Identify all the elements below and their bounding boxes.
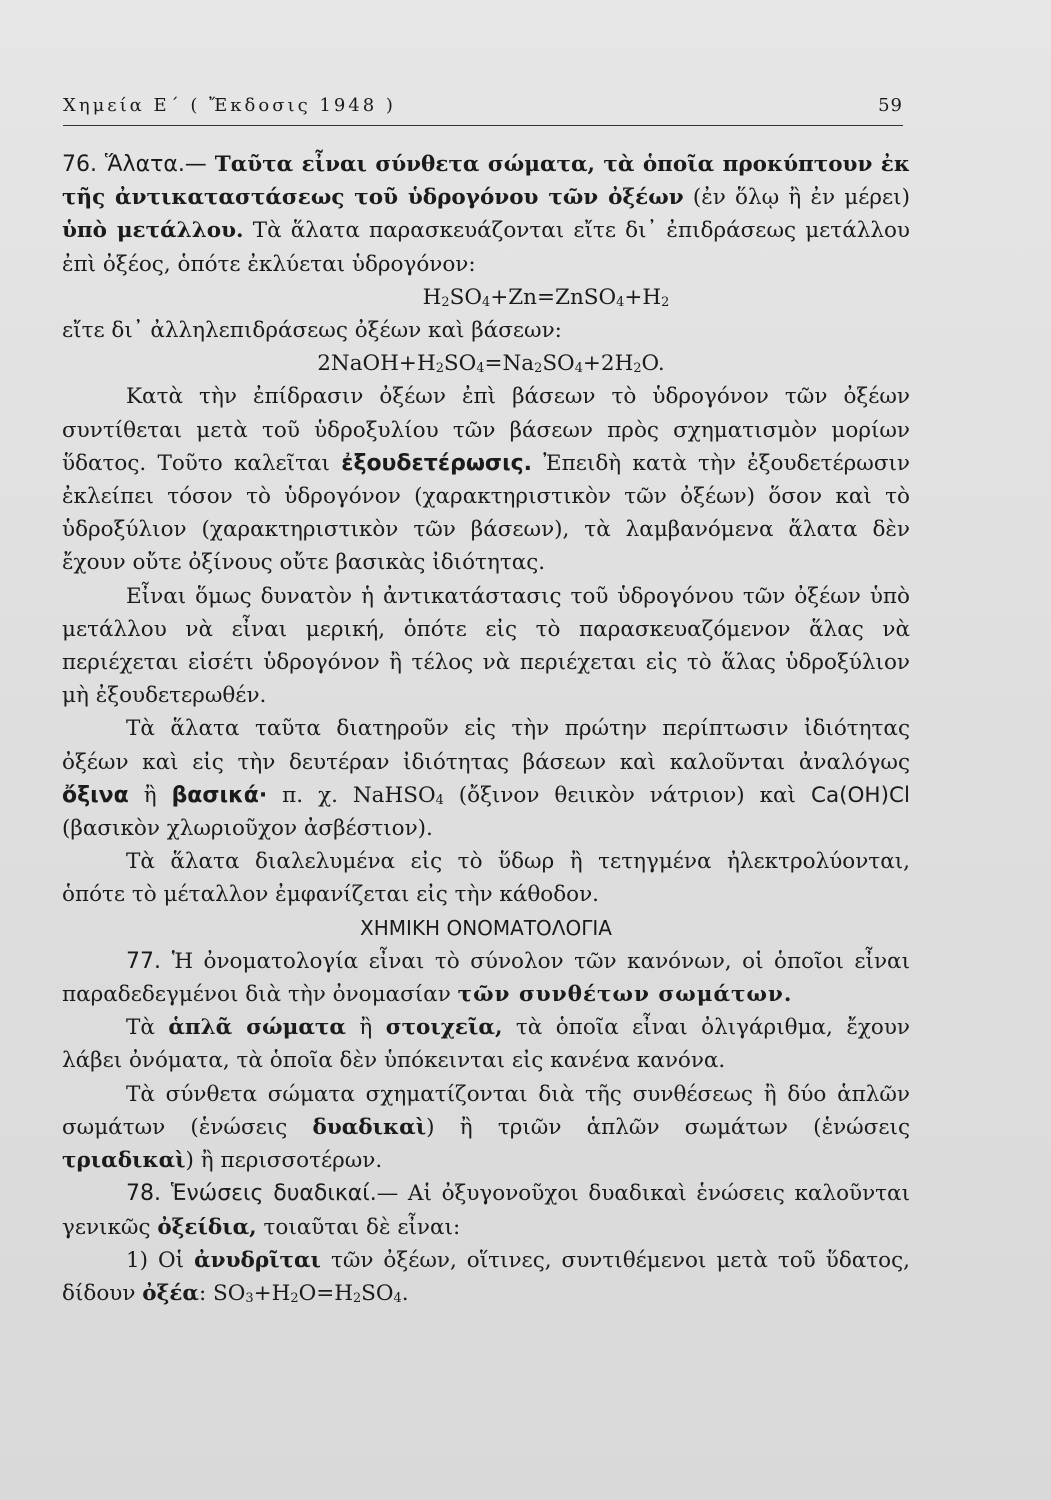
term-acids: ὀξέα (142, 1280, 199, 1306)
section-77-opening: 77. Ἡ ὀνοματολογία εἶναι τὸ σύνολον τῶν κανόνων, οἱ ὁποῖοι εἶναι παραδεδεγμένοι διὰ τὴν ὀνομασίαν τῶν συνθέτων σωμάτων. (62, 948, 910, 1008)
term-simple-bodies: ἁπλᾶ σώματα (168, 1015, 346, 1041)
page-number: 59 (878, 95, 903, 116)
section-78-title: Ἑνώσεις δυαδικαί. (170, 1181, 377, 1207)
term-anhydrides: ἀνυδρῖται (194, 1247, 321, 1273)
paragraph-neutralization: Κατὰ τὴν ἐπίδρασιν ὀξέων ἐπὶ βάσεων τὸ ὑδρογόνον τῶν ὀξέων συντίθεται μετὰ τοῦ ὑδροξυλίου τῶν βάσεων πρὸς σχηματισμὸν μορίων ὕδατος. Τοῦτο καλεῖται ἐξουδετέρωσις. Ἐπειδὴ κατὰ τὴν ἐξουδετέρωσιν ἐκλείπει τόσον τὸ ὑδρογόνον (χαρακτηριστικὸν τῶν ὀξέων) ὅσον καὶ τὸ ὑδροξύλιον (χαρακτηριστικὸν τῶν βάσεων), τὰ λαμβανόμενα ἅλατα δὲν ἔχουν οὔτε ὀξίνους οὔτε βασικὰς ἰδιότητας. (62, 384, 910, 576)
paragraph-elements: Τὰ ἁπλᾶ σώματα ἢ στοιχεῖα, τὰ ὁποῖα εἶναι ὀλιγάριθμα, ἔχουν λάβει ὀνόματα, τὰ ὁποῖα δὲν ὑπόκεινται εἰς κανένα κανόνα. (62, 1015, 910, 1074)
page-body (62, 148, 910, 1310)
section-76-title: Ἅλατα.— (104, 152, 215, 177)
paragraph-partial-substitution: Εἶναι ὅμως δυνατὸν ἡ ἀντικατάστασις τοῦ ὑδρογόνου τῶν ὀξέων ὑπὸ μετάλλου νὰ εἶναι μερική, ὁπότε εἰς τὸ παρασκευαζόμενον ἅλας νὰ περιέχεται εἰσέτι ὑδρογόνον ἢ τέλος νὰ περιέχεται εἰς τὸ ἅλας ὑδροξύλιον μὴ ἐξουδετερωθέν. (62, 583, 910, 709)
running-title: Χημεία Ε΄ ( Ἔκδοσις 1948 ) (63, 95, 396, 116)
section-77-number: 77. (126, 948, 172, 974)
section-76-opening: 76. Ἅλατα.— Ταῦτα εἶναι σύνθετα σώματα, τὰ ὁποῖα προκύπτουν ἐκ τῆς ἀντικαταστάσεως τοῦ ὑδρογόνου τῶν ὀξέων (ἐν ὅλῳ ἢ ἐν μέρει) ὑπὸ μετάλλου. Τὰ ἅλατα παρασκευάζονται εἴτε δι᾽ ἐπιδράσεως μετάλλου ἐπὶ ὀξέος, ὁπότε ἐκλύεται ὑδρογόνον: (62, 152, 910, 277)
term-neutralization: ἐξουδετέρωσις. (341, 450, 533, 476)
term-oxides: ὀξείδια, (157, 1214, 257, 1240)
equation-neutralization: $2NaOH+H_2SO_4=Na_2SO_4+2H_2O$. (317, 351, 665, 377)
salts-definition: Ταῦτα εἶναι σύνθετα σώματα, τὰ ὁποῖα προκύπτουν ἐκ τῆς ἀντικαταστάσεως τοῦ ὑδρογόνου τῶν ὀξέων (62, 152, 910, 211)
by-metal-phrase: ὑπὸ μετάλλου. (62, 218, 244, 244)
section-heading: ΧΗΜΙΚΗ ΟΝΟΜΑΤΟΛΟΓΙΑ (360, 915, 612, 940)
running-header (63, 95, 903, 126)
section-76-number: 76. (62, 152, 105, 177)
section-78-opening: 78. Ἑνώσεις δυαδικαί.— Αἱ ὀξυγονοῦχοι δυαδικαὶ ἑνώσεις καλοῦνται γενικῶς ὀξείδια, τοιαῦται δὲ εἶναι: (62, 1181, 911, 1240)
formula-caohcl: Ca(OH)Cl (810, 782, 910, 808)
section-78-number: 78. (126, 1181, 171, 1207)
list-item-anhydrides: 1) Οἱ ἀνυδρῖται τῶν ὀξέων, οἵτινες, συντιθέμενοι μετὰ τοῦ ὕδατος, δίδουν ὀξέα: $SO_3+H_2O=H_2SO_4$. (62, 1247, 910, 1306)
term-ternary: τριαδικαὶ (62, 1148, 186, 1174)
paragraph-acidic-basic-salts: Τὰ ἅλατα ταῦτα διατηροῦν εἰς τὴν πρώτην περίπτωσιν ἰδιότητας ὀξέων καὶ εἰς τὴν δευτέραν ἰδιότητας βάσεων καὶ καλοῦνται ἀναλόγως ὄξινα ἢ βασικά· π. χ. NaHSO$_4$ (ὄξινον θειικὸν νάτριον) καὶ Ca(OH)Cl (βασικὸν χλωριοῦχον ἀσβέστιον). (62, 716, 910, 842)
term-acidic: ὄξινα (62, 782, 129, 808)
paragraph-compounds: Τὰ σύνθετα σώματα σχηματίζονται διὰ τῆς συνθέσεως ἢ δύο ἁπλῶν σωμάτων (ἑνώσεις δυαδικαὶ) ἢ τριῶν ἁπλῶν σωμάτων (ἑνώσεις τριαδικαὶ) ἢ περισσοτέρων. (62, 1081, 910, 1174)
equation-zinc-sulfuric: $H_2SO_4+Zn=ZnSO_4+H_2$ (422, 284, 670, 310)
term-basic: βασικά· (171, 782, 268, 808)
term-elements: στοιχεῖα, (385, 1015, 503, 1041)
term-binary: δυαδικαὶ (312, 1114, 427, 1140)
paragraph-electrolysis: Τὰ ἅλατα διαλελυμένα εἰς τὸ ὕδωρ ἢ τετηγμένα ἠλεκτρολύονται, ὁπότε τὸ μέταλλον ἐμφανίζεται εἰς τὴν κάθοδον. (62, 849, 910, 908)
text-acid-base: εἴτε δι᾽ ἀλληλεπιδράσεως ὀξέων καὶ βάσεων: (62, 318, 562, 344)
term-compounds: τῶν συνθέτων σωμάτων. (457, 982, 793, 1008)
